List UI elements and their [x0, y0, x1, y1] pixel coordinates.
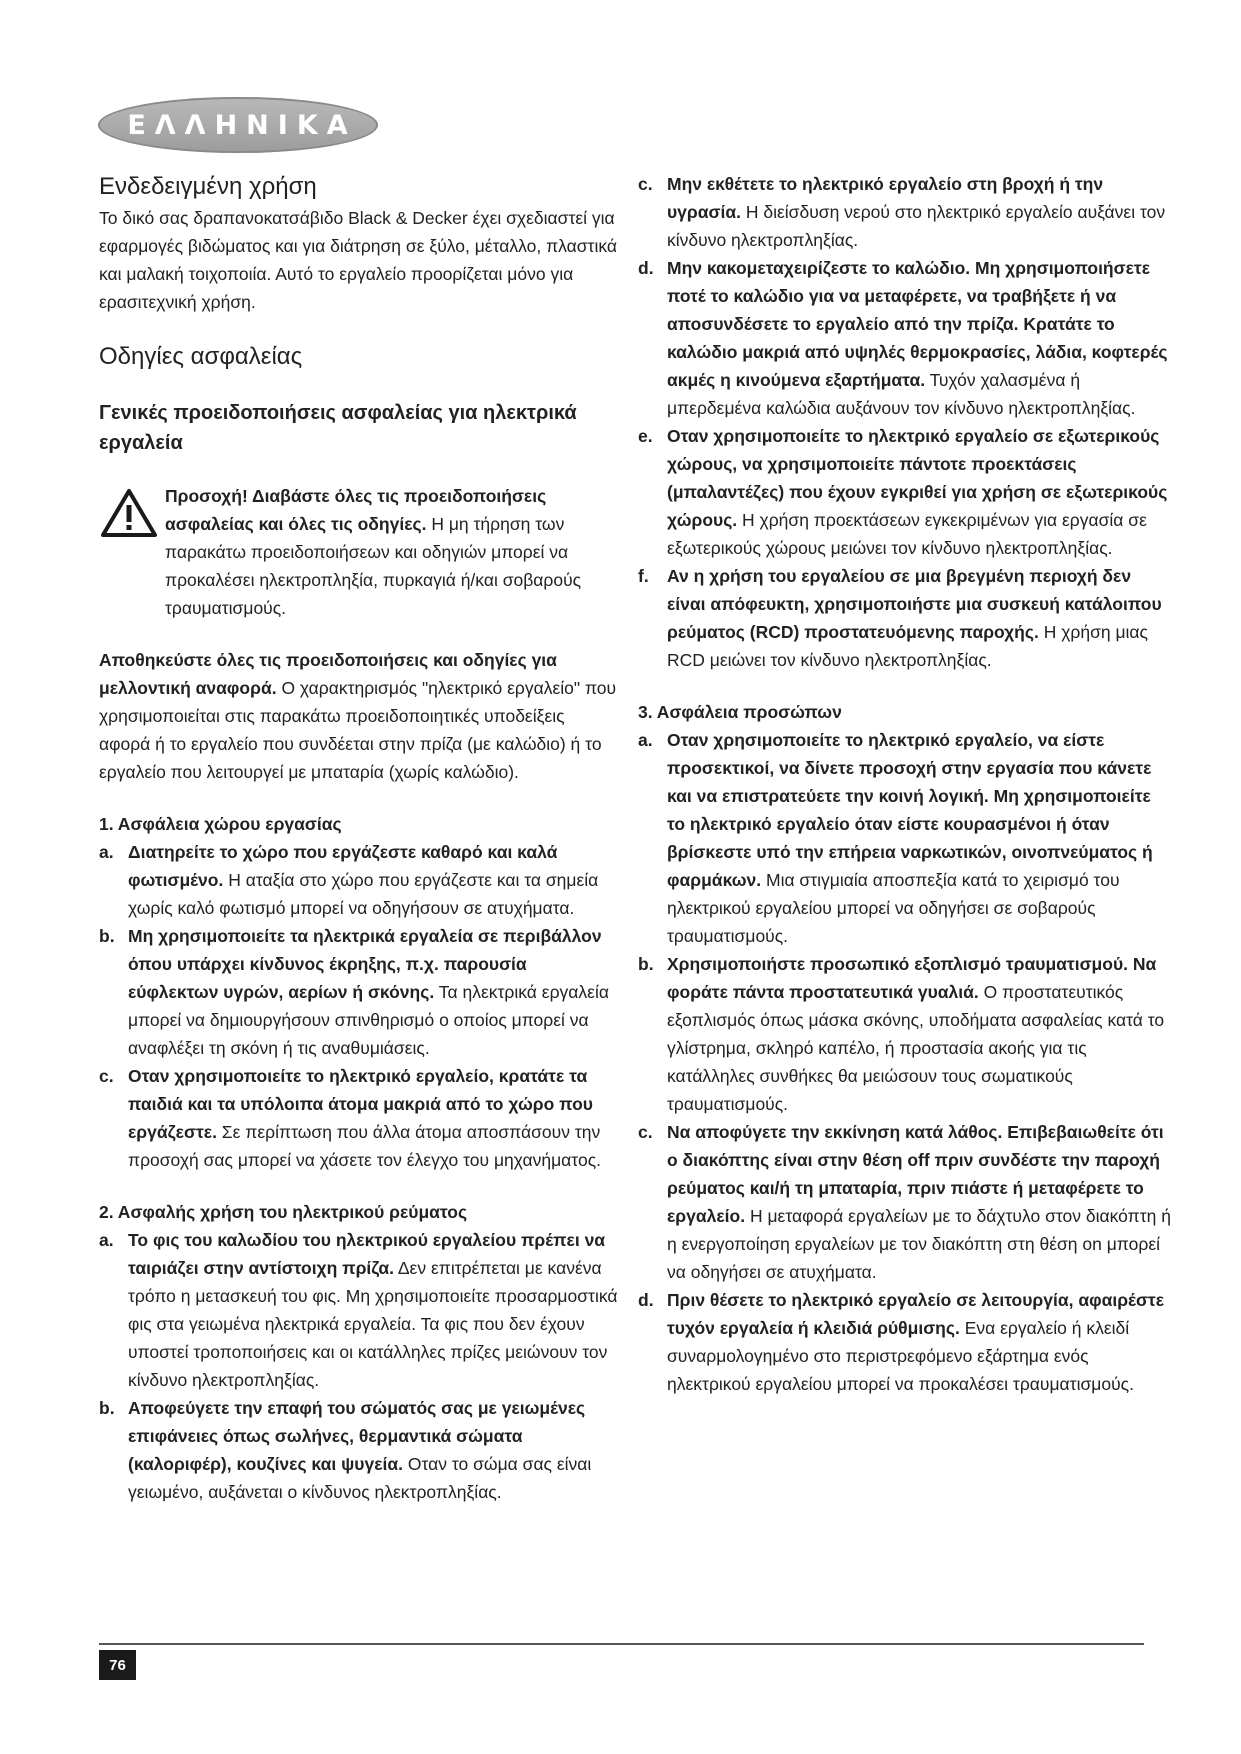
- intended-use-title: Ενδεδειγμένη χρήση: [99, 173, 317, 200]
- section-2-title: 2. Ασφαλής χρήση του ηλεκτρικού ρεύματος: [99, 1202, 468, 1222]
- warning-text: Προσοχή! Διαβάστε όλες τις προειδοποιήσεις ασφαλείας και όλες τις οδηγίες. Η μη τήρηση των παρακάτω προειδοποιήσεων και οδηγιών μπορεί να προκαλέσει ηλεκτροπληξία, πυρκαγιά ή/και σοβαρούς τραυματισμούς.: [165, 486, 582, 618]
- language-label: ΕΛΛΗΝΙΚΑ: [127, 109, 357, 141]
- list-item: b. Αποφεύγετε την επαφή του σώματός σας με γειωμένες επιφάνειες όπως σωλήνες, θερμαντικά σώματα (καλοριφέρ), κουζίνες και ψυγεία. Οταν το σώμα σας είναι γειωμένο, αυξάνεται ο κίνδυνος ηλεκτροπληξίας.: [99, 1398, 592, 1502]
- intended-use-text: Το δικό σας δραπανοκατσάβιδο Black & Decker έχει σχεδιαστεί για εφαρμογές βιδώματος και για διάτρηση σε ξύλο, μέταλλο, πλαστικά και μαλακή τοιχοποιία. Αυτό το εργαλείο προορίζεται μόνο για ερασιτεχνική χρήση.: [99, 208, 618, 312]
- list-item: f. Αν η χρήση του εργαλείου σε μια βρεγμένη περιοχή δεν είναι απόφευκτη, χρησιμοποιήστε μια συσκευή κατάλοιπου ρεύματος (RCD) προστατευόμενης παροχής. Η χρήση μιας RCD μειώνει τον κίνδυνο ηλεκτροπληξίας.: [638, 566, 1162, 670]
- save-instructions: Αποθηκεύστε όλες τις προειδοποιήσεις και οδηγίες για μελλοντική αναφορά. Ο χαρακτηρισμός "ηλεκτρικό εργαλείο" που χρησιμοποιείται στις παρακάτω προειδοποιητικές υποδείξεις αφορά ή το εργαλείο που συνδέεται στην πρίζα (με καλώδιο) ή το εργαλείο που λειτουργεί με μπαταρία (χωρίς καλώδιο).: [99, 650, 617, 782]
- page-number: 76: [99, 1650, 136, 1680]
- section-3-title: 3. Ασφάλεια προσώπων: [638, 702, 842, 722]
- list-item: a. Το φις του καλωδίου του ηλεκτρικού εργαλείου πρέπει να ταιριάζει στην αντίστοιχη πρίζα. Δεν επιτρέπεται με κανένα τρόπο η μετασκευή του φις. Μη χρησιμοποιείτε προσαρμοστικά φις στα γειωμένα ηλεκτρικά εργαλεία. Τα φις που δεν έχουν υποστεί τροποποιήσεις και οι κατάλληλες πρίζες μειώνουν τον κίνδυνο ηλεκτροπληξίας.: [99, 1230, 618, 1390]
- list-item: c. Να αποφύγετε την εκκίνηση κατά λάθος. Επιβεβαιωθείτε ότι ο διακόπτης είναι στην θέση off πριν συνδέστε την παροχή ρεύματος και/ή τη μπαταρία, πριν πιάστε ή μεταφέρετε το εργαλείο. Η μεταφορά εργαλείων με το δάχτυλο στον διακόπτη ή η ενεργοποίηση εργαλείων με τον διακόπτη στη θέση on μπορεί να οδηγήσει σε ατυχήματα.: [638, 1122, 1171, 1282]
- list-item: e. Οταν χρησιμοποιείτε το ηλεκτρικό εργαλείο σε εξωτερικούς χώρους, να χρησιμοποιείτε πάντοτε προεκτάσεις (μπαλαντέζες) που έχουν εγκριθεί για χρήση σε εξωτερικούς χώρους. Η χρήση προεκτάσεων εγκεκριμένων για εργασία σε εξωτερικούς χώρους μειώνει τον κίνδυνο ηλεκτροπληξίας.: [638, 426, 1168, 558]
- list-item: d. Μην κακομεταχειρίζεστε το καλώδιο. Μη χρησιμοποιήσετε ποτέ το καλώδιο για να μεταφέρετε, να τραβήξετε ή να αποσυνδέσετε το εργαλείο από την πρίζα. Κρατάτε το καλώδιο μακριά από υψηλές θερμοκρασίες, λάδια, κοφτερές ακμές η κινούμενα εξαρτήματα. Τυχόν χαλασμένα ή μπερδεμένα καλώδια αυξάνουν τον κίνδυνο ηλεκτροπληξίας.: [638, 258, 1168, 418]
- footer-divider: [99, 1643, 1144, 1645]
- left-column: [99, 170, 619, 1506]
- warning-triangle-icon: [99, 482, 165, 622]
- list-item: a. Οταν χρησιμοποιείτε το ηλεκτρικό εργαλείο, να είστε προσεκτικοί, να δίνετε προσοχή στην εργασία που κάνετε και να επιστρατεύετε την κοινή λογική. Μη χρησιμοποιείτε το ηλεκτρικό εργαλείο όταν είστε κουρασμένοι ή όταν βρίσκεστε υπό την επήρεια ναρκωτικών, οινοπνεύματος ή φαρμάκων. Μια στιγμιαία αποσπεξία κατά το χειρισμό του ηλεκτρικού εργαλείου μπορεί να οδηγήσει σε σοβαρούς τραυματισμούς.: [638, 730, 1153, 946]
- warning-block: [99, 482, 619, 622]
- right-column: [638, 170, 1173, 1398]
- safety-title: Οδηγίες ασφαλείας: [99, 343, 303, 370]
- list-item: b. Μη χρησιμοποιείτε τα ηλεκτρικά εργαλεία σε περιβάλλον όπου υπάρχει κίνδυνος έκρηξης, π.χ. παρουσία εύφλεκτων υγρών, αερίων ή σκόνης. Τα ηλεκτρικά εργαλεία μπορεί να δημιουργήσουν σπινθηρισμό ο οποίος μπορεί να αναφλέξει τη σκόνη ή τις αναθυμιάσεις.: [99, 926, 609, 1058]
- general-warnings-title: Γενικές προειδοποιήσεις ασφαλείας για ηλεκτρικά εργαλεία: [99, 402, 577, 454]
- list-item: b. Χρησιμοποιήστε προσωπικό εξοπλισμό τραυματισμού. Να φοράτε πάντα προστατευτικά γυαλιά. Ο προστατευτικός εξοπλισμός όπως μάσκα σκόνης, υποδήματα ασφαλείας κατά το γλίστρημα, σκληρό καπέλο, ή προστασία ακοής για τις κατάλληλες συνθήκες θα μειώσουν τους σωματικούς τραυματισμούς.: [638, 954, 1165, 1114]
- list-item: d. Πριν θέσετε το ηλεκτρικό εργαλείο σε λειτουργία, αφαιρέστε τυχόν εργαλεία ή κλειδιά ρύθμισης. Ενα εργαλείο ή κλειδί συναρμολογημένο στο περιστρεφόμενο εξάρτημα ενός ηλεκτρικού εργαλείου μπορεί να προκαλέσει τραυματισμούς.: [638, 1290, 1165, 1394]
- list-item: a. Διατηρείτε το χώρο που εργάζεστε καθαρό και καλά φωτισμένο. Η αταξία στο χώρο που εργάζεστε και τα σημεία χωρίς καλό φωτισμό μπορεί να οδηγήσουν σε ατυχήματα.: [99, 842, 599, 918]
- list-item: c. Μην εκθέτετε το ηλεκτρικό εργαλείο στη βροχή ή την υγρασία. Η διείσδυση νερού στο ηλεκτρικό εργαλείο αυξάνει τον κίνδυνο ηλεκτροπληξίας.: [638, 174, 1166, 250]
- section-1-title: 1. Ασφάλεια χώρου εργασίας: [99, 814, 342, 834]
- language-badge: [98, 97, 378, 153]
- list-item: c. Οταν χρησιμοποιείτε το ηλεκτρικό εργαλείο, κρατάτε τα παιδιά και τα υπόλοιπα άτομα μακριά από το χώρο που εργάζεστε. Σε περίπτωση που άλλα άτομα αποσπάσουν την προσοχή σας μπορεί να χάσετε τον έλεγχο του μηχανήματος.: [99, 1066, 601, 1170]
